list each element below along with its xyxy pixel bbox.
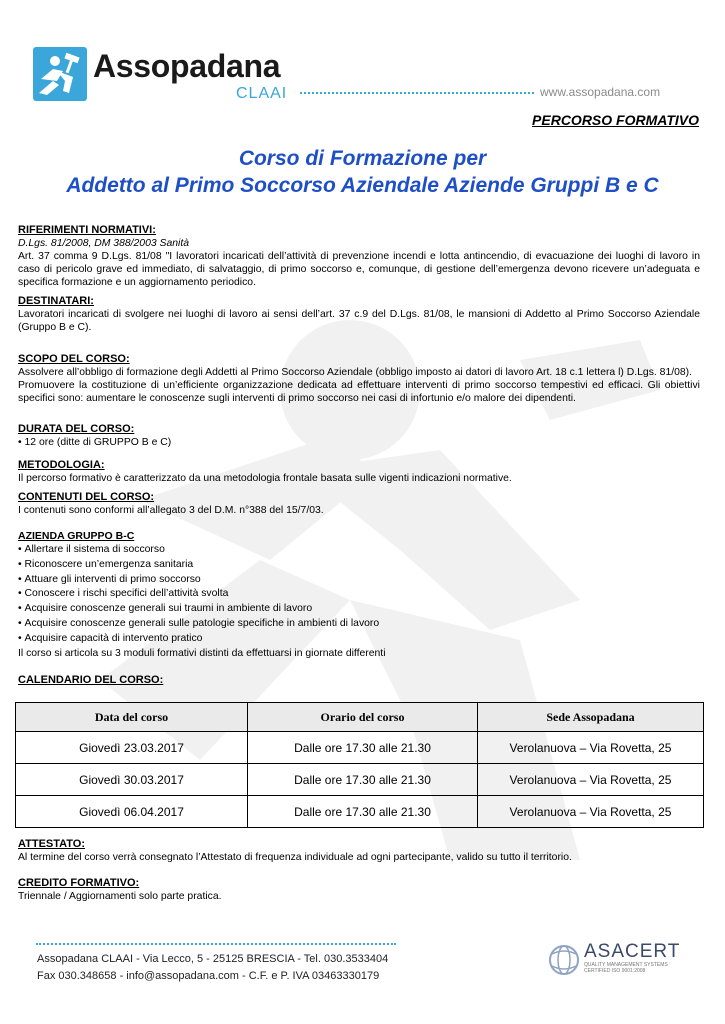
section-metodologia — [18, 459, 700, 485]
brand-name: Assopadana — [93, 48, 281, 84]
column-header: Sede Assopadana — [478, 703, 704, 732]
brand-subtitle: CLAAI — [236, 85, 288, 102]
section-heading: METODOLOGIA: — [18, 459, 105, 471]
header-divider — [300, 92, 534, 94]
section-heading: CALENDARIO DEL CORSO: — [18, 674, 164, 686]
list-item: • Conoscere i rischi specifici dell’attività svolta — [18, 587, 700, 602]
section-heading: DURATA DEL CORSO: — [18, 423, 135, 435]
table-row — [16, 764, 704, 796]
riferimenti-text: Art. 37 comma 9 D.Lgs. 81/08 "I lavoratori incaricati dell’attività di prevenzione incendi e lotta antincendio, di evacuazione dei luoghi di lavoro in caso di pericolo grave ed immediato, di salvataggio, di primo soccorso e, comunque, di gestione dell’emergenza devono ricevere un’adeguata e specifica formazione e un aggiornamento periodico. — [18, 251, 700, 288]
table-cell: Dalle ore 17.30 alle 21.30 — [248, 764, 478, 796]
table-cell: Verolanuova – Via Rovetta, 25 — [478, 764, 704, 796]
asacert-subtitle: QUALITY MANAGEMENT SYSTEMS CERTIFIED ISO 9001:2008 — [584, 962, 668, 974]
section-heading: ATTESTATO: — [18, 838, 86, 850]
section-heading: SCOPO DEL CORSO: — [18, 353, 130, 365]
list-item: • Allertare il sistema di soccorso — [18, 543, 700, 558]
scopo-text-2: Promuovere la costituzione di un’efficiente organizzazione dedicata ad effettuare interventi di primo soccorso tempestivi ed efficaci. Gli obiettivi specifici sono: aumentare le conoscenze sugli interventi di primo soccorso nei casi di infortunio e/o malore dei dipendenti. — [18, 380, 700, 404]
section-azienda — [18, 530, 700, 661]
section-destinatari — [18, 295, 700, 334]
section-scopo — [18, 353, 700, 405]
calendar-table-wrap — [15, 702, 704, 828]
scopo-text-1: Assolvere all’obbligo di formazione degli Addetti al Primo Soccorso Aziendale (obbligo imposto ai datori di lavoro Art. 18 c.1 lettera l) D.Lgs. 81/08). — [18, 367, 693, 378]
percorso-label: PERCORSO FORMATIVO — [532, 112, 699, 128]
column-header: Orario del corso — [248, 703, 478, 732]
page-title-line2: Addetto al Primo Soccorso Aziendale Aziende Gruppi B e C — [66, 174, 659, 197]
table-cell: Dalle ore 17.30 alle 21.30 — [248, 732, 478, 764]
section-durata — [18, 423, 700, 449]
table-cell: Verolanuova – Via Rovetta, 25 — [478, 732, 704, 764]
calendar-table — [15, 702, 704, 828]
list-item: • Attuare gli interventi di primo soccorso — [18, 573, 700, 588]
riferimenti-ref: D.Lgs. 81/2008, DM 388/2003 Sanità — [18, 238, 189, 249]
section-credito — [18, 877, 700, 903]
durata-item: • 12 ore (ditte di GRUPPO B e C) — [18, 436, 700, 449]
section-attestato — [18, 838, 700, 864]
metodologia-text: Il percorso formativo è caratterizzato da una metodologia frontale basata sulle vigenti indicazioni normative. — [18, 473, 512, 484]
section-riferimenti — [18, 224, 700, 289]
table-row — [16, 796, 704, 828]
list-item: • Acquisire capacità di intervento pratico — [18, 632, 700, 647]
table-cell: Verolanuova – Via Rovetta, 25 — [478, 796, 704, 828]
footer-address: Assopadana CLAAI - Via Lecco, 5 - 25125 BRESCIA - Tel. 030.3533404 — [37, 953, 389, 965]
contenuti-text: I contenuti sono conformi all’allegato 3 del D.M. n°388 del 15/7/03. — [18, 505, 324, 516]
section-heading: CREDITO FORMATIVO: — [18, 877, 140, 889]
asacert-logo-text: ASACERT — [584, 941, 681, 962]
table-cell: Giovedì 30.03.2017 — [16, 764, 248, 796]
destinatari-text: Lavoratori incaricati di svolgere nei luoghi di lavoro ai sensi dell’art. 37 c.9 del D.Lgs. 81/08, le mansioni di Addetto al Primo Soccorso Aziendale (Gruppo B e C). — [18, 309, 700, 333]
worker-hammer-icon — [33, 47, 87, 101]
list-item: • Riconoscere un’emergenza sanitaria — [18, 558, 700, 573]
azienda-note: Il corso si articola su 3 moduli formativi distinti da effettuarsi in giornate differenti — [18, 647, 386, 659]
footer-divider — [36, 943, 396, 945]
section-heading: CONTENUTI DEL CORSO: — [18, 491, 155, 503]
section-heading: AZIENDA GRUPPO B-C — [18, 530, 135, 542]
website-link[interactable]: www.assopadana.com — [540, 85, 661, 99]
company-logo — [33, 47, 87, 101]
column-header: Data del corso — [16, 703, 248, 732]
section-heading: DESTINATARI: — [18, 295, 94, 307]
table-cell: Dalle ore 17.30 alle 21.30 — [248, 796, 478, 828]
table-header-row — [16, 703, 704, 732]
list-item: • Acquisire conoscenze generali sulle patologie specifiche in ambienti di lavoro — [18, 617, 700, 632]
section-heading: RIFERIMENTI NORMATIVI: — [18, 224, 156, 236]
table-row — [16, 732, 704, 764]
page-title-line1: Corso di Formazione per — [238, 147, 487, 170]
table-cell: Giovedì 23.03.2017 — [16, 732, 248, 764]
credito-text: Triennale / Aggiornamenti solo parte pratica. — [18, 891, 222, 902]
attestato-text: Al termine del corso verrà consegnato l’Attestato di frequenza individuale ad ogni partecipante, valido su tutto il territorio. — [18, 852, 572, 863]
asacert-globe-icon — [548, 938, 580, 982]
table-cell: Giovedì 06.04.2017 — [16, 796, 248, 828]
list-item: • Acquisire conoscenze generali sui traumi in ambiente di lavoro — [18, 602, 700, 617]
footer-contacts: Fax 030.348658 - info@assopadana.com - C.F. e P. IVA 03463330179 — [37, 970, 380, 982]
section-contenuti — [18, 491, 700, 517]
section-calendario — [18, 674, 700, 687]
